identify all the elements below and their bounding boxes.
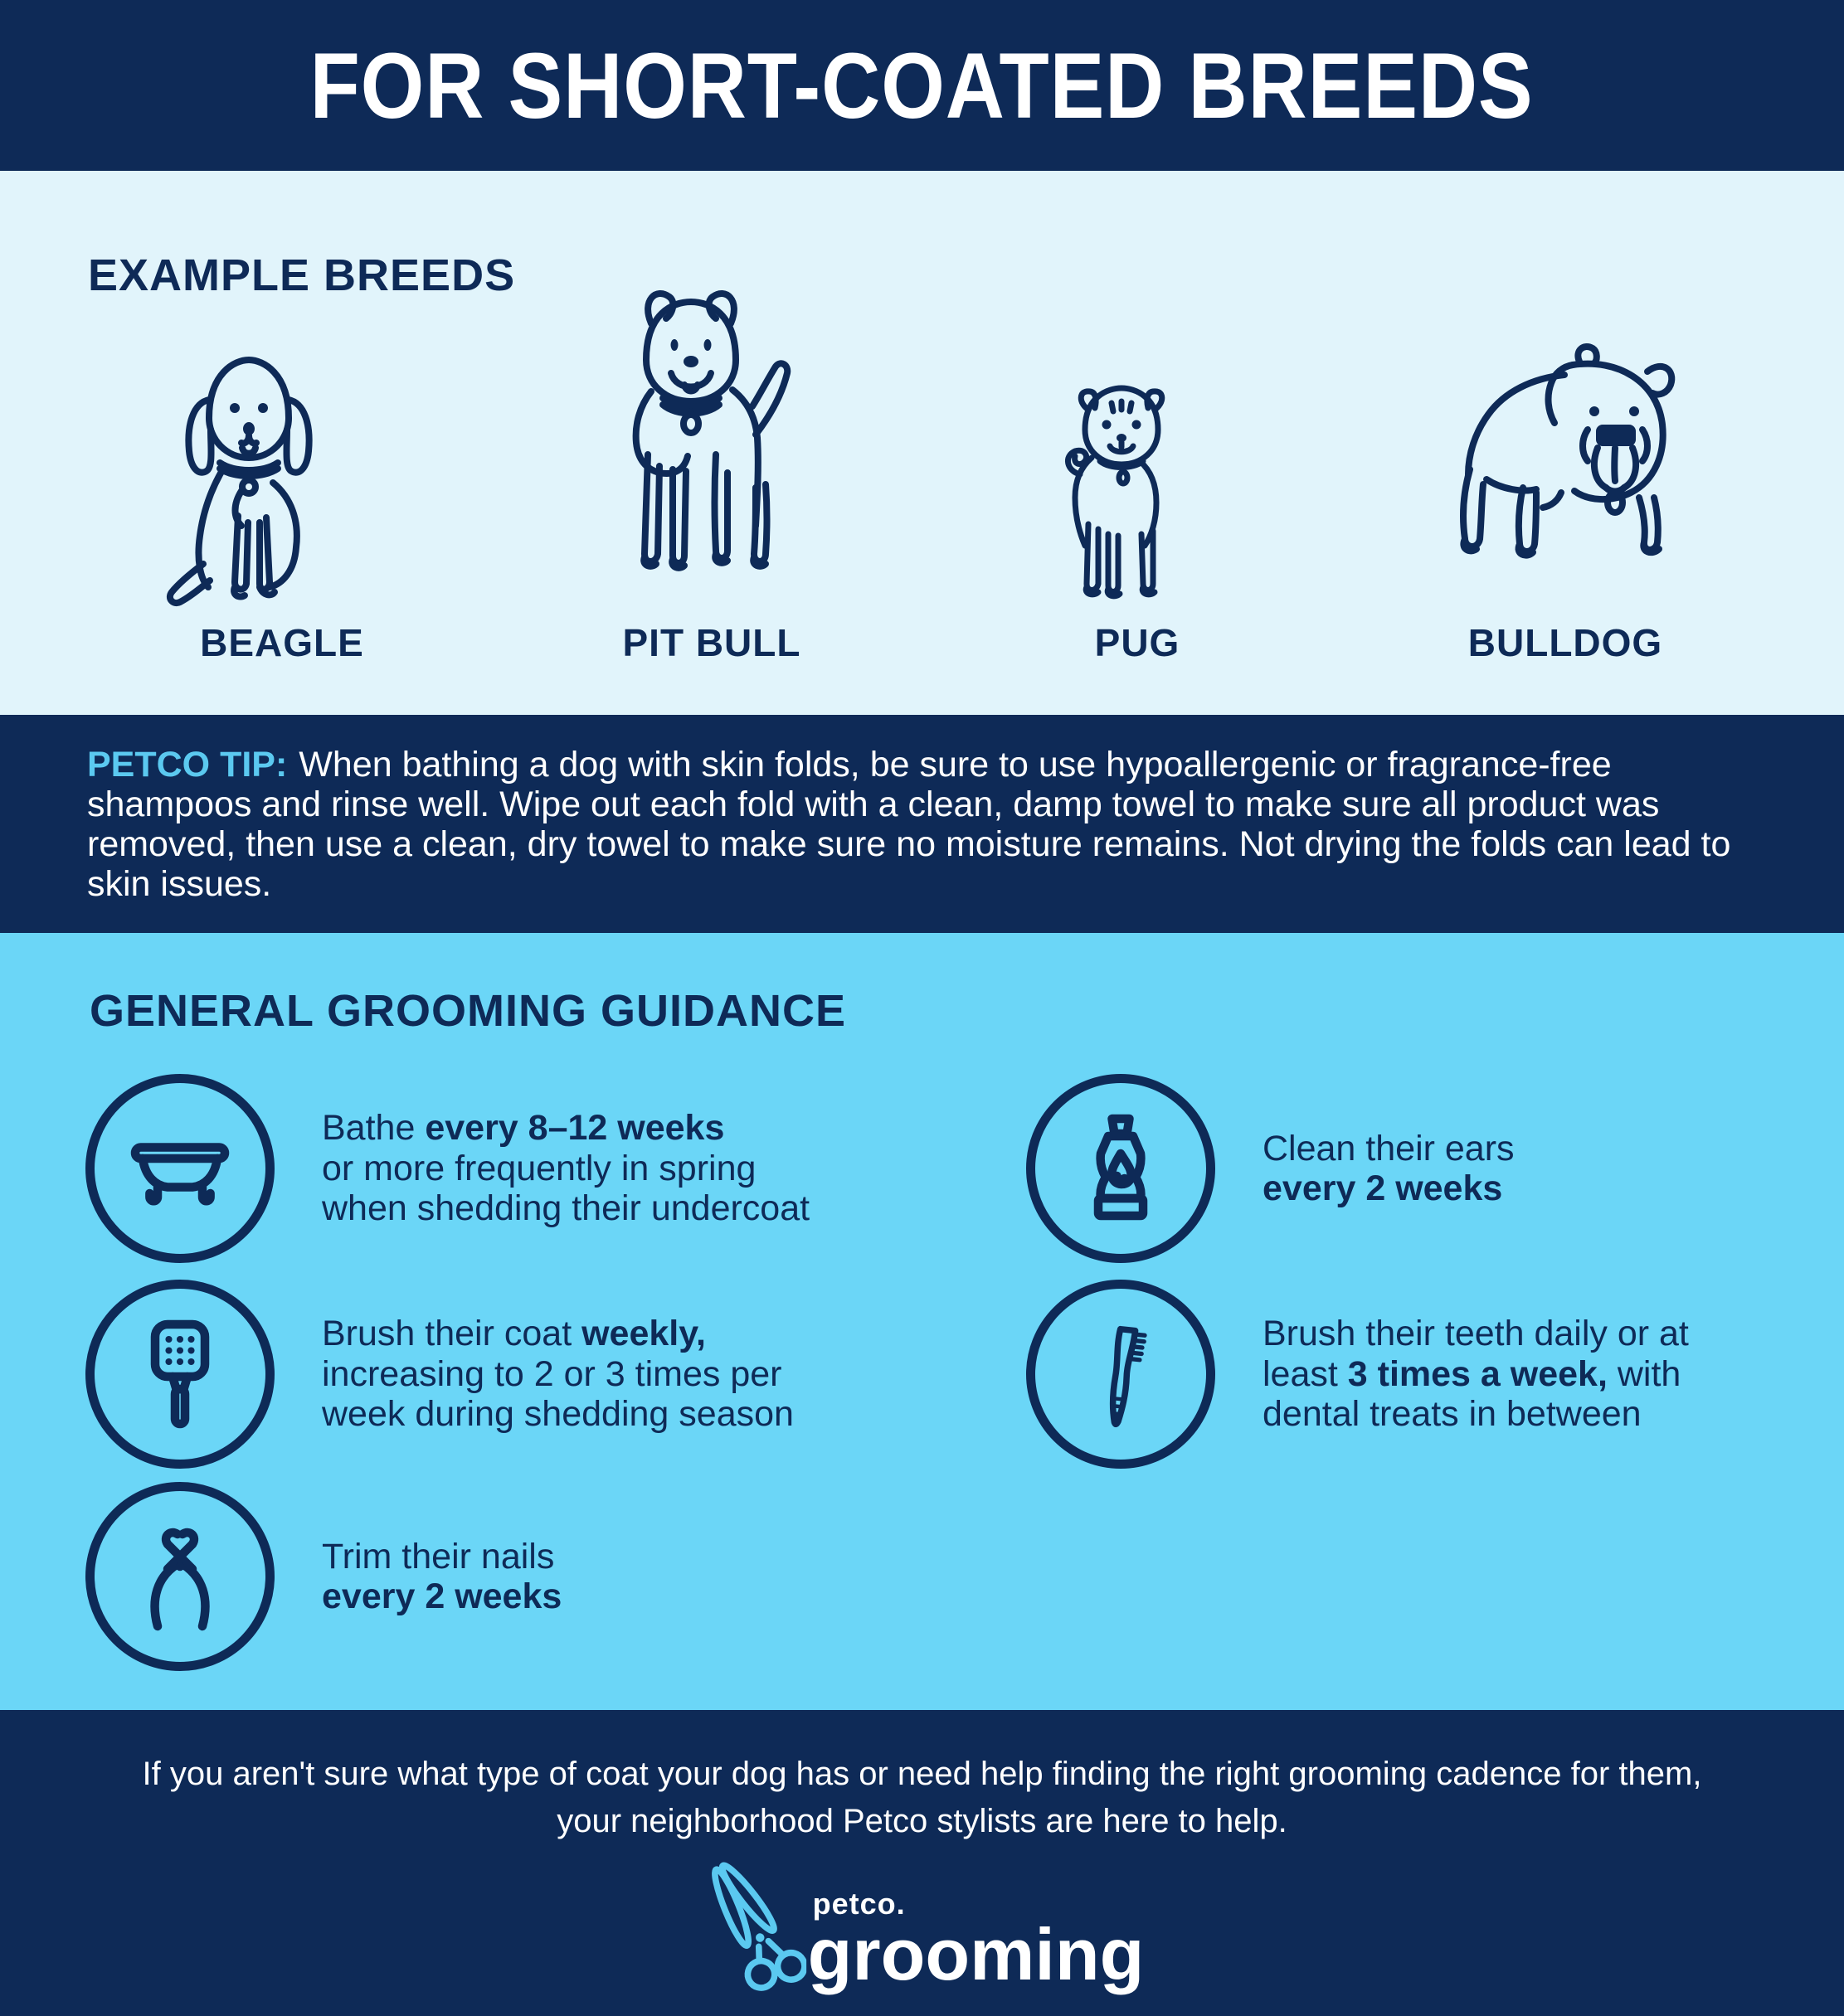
breed-label-bulldog: BULLDOG [1467,621,1663,664]
scissors-icon [700,1846,806,2012]
breed-label-pug: PUG [1094,621,1180,664]
grooming-guidance-heading: GENERAL GROOMING GUIDANCE [90,986,847,1036]
petco-grooming-logo [700,1846,1145,2012]
toothbrush-icon [1026,1280,1215,1469]
grooming-wordmark: grooming [807,1913,1145,1995]
example-breeds-heading: EXAMPLE BREEDS [88,250,516,300]
header-band [0,0,1844,171]
guidance-text: Brush their teeth daily or at least 3 times a week, with dental treats in between [1263,1314,1689,1435]
petco-tip-band [0,715,1844,933]
pit-bull-illustration [593,280,817,616]
nail-clipper-icon [85,1482,275,1671]
petco-tip-label: PETCO TIP: [87,744,288,785]
guidance-item-trim-nails [85,1482,562,1671]
breed-label-pit-bull: PIT BULL [622,621,801,664]
bulldog-illustration [1425,338,1707,616]
guidance-text: Bathe every 8–12 weeks or more frequently in spring when shedding their undercoat [322,1108,810,1229]
guidance-item-bathe [85,1074,810,1263]
breed-label-beagle: BEAGLE [200,621,364,664]
guidance-item-brush-teeth [1026,1280,1689,1469]
guidance-item-brush-coat [85,1280,794,1469]
pug-illustration [1042,375,1237,615]
bathtub-icon [85,1074,275,1263]
ear-cleaner-bottle-icon [1026,1074,1215,1263]
page-title: FOR SHORT-COATED BREEDS [310,33,1534,138]
petco-wordmark: petco. [812,1887,906,1921]
logo-wordmark [807,1868,1145,1995]
guidance-text: Brush their coat weekly, increasing to 2 or 3 times per week during shedding season [322,1314,794,1435]
petco-tip-text: PETCO TIP: When bathing a dog with skin folds, be sure to use hypoallergenic or fragrance-free shampoos and rinse well. Wipe out each fold with a clean, damp towel to make sure all product was removed, then use a clean, dry towel to make sure no moisture remains. Not drying the folds can lead to skin issues. [87,744,1731,904]
guidance-text: Trim their nails every 2 weeks [322,1536,562,1616]
footer-message: If you aren't sure what type of coat your dog has or need help finding the right grooming cadence for them, your neighborhood Petco stylists are here to help. [142,1756,1702,1839]
guidance-text: Clean their ears every 2 weeks [1263,1128,1515,1208]
slicker-brush-icon [85,1280,275,1469]
beagle-illustration [162,342,398,615]
guidance-item-clean-ears [1026,1074,1515,1263]
